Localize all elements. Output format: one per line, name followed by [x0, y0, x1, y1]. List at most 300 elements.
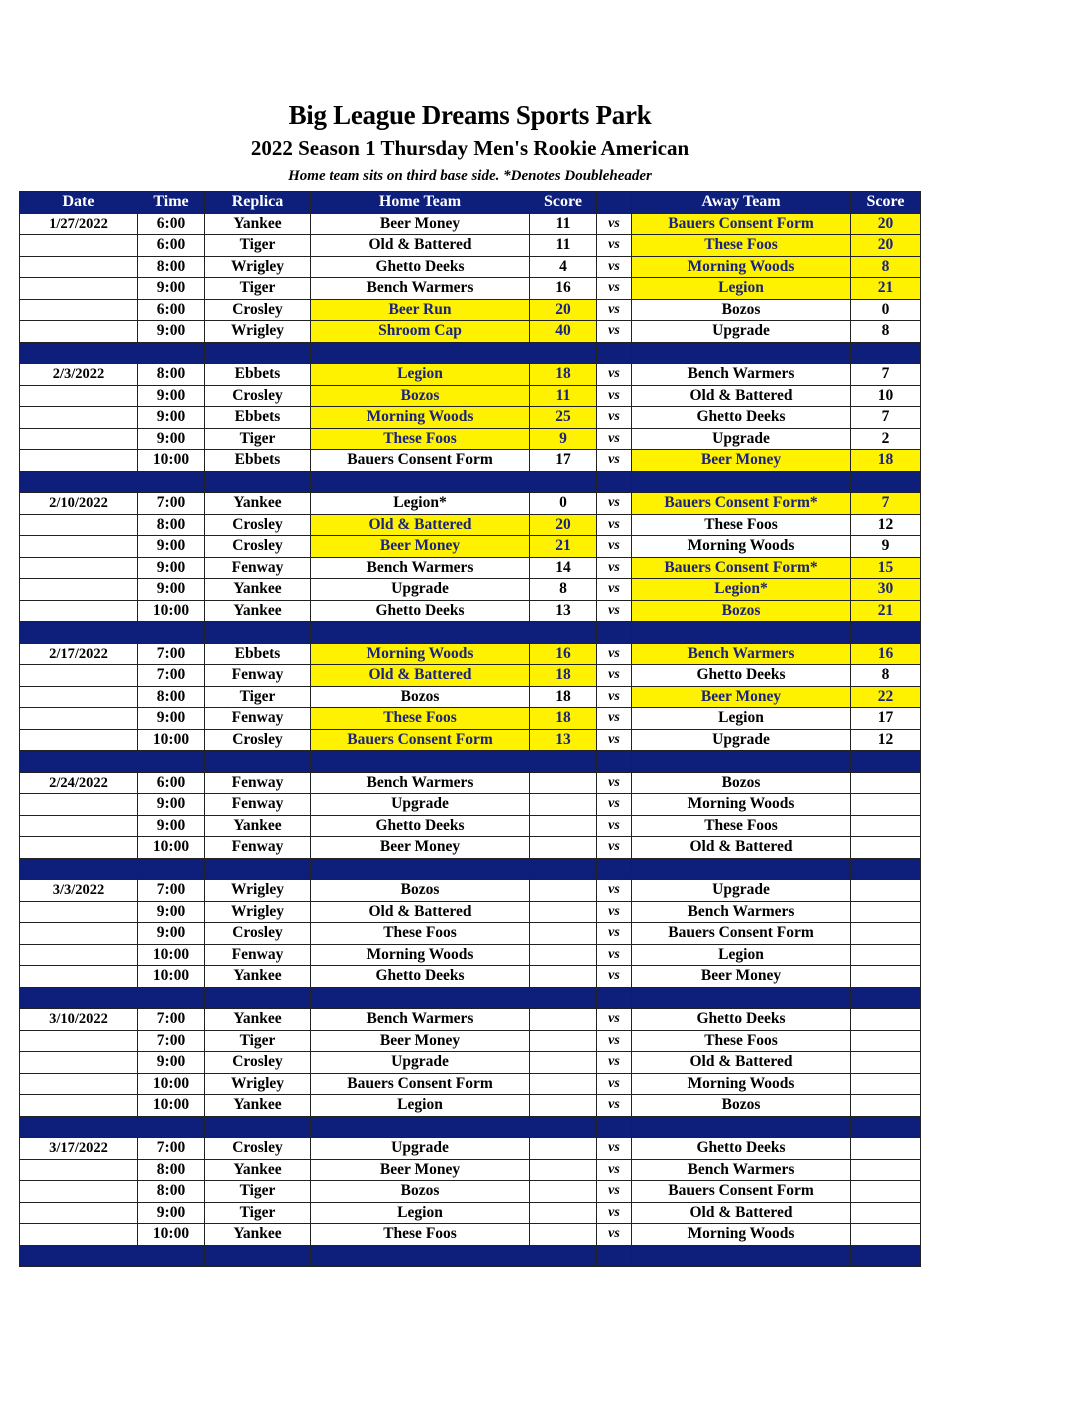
away-score: 15 — [851, 557, 921, 579]
home-score — [530, 1095, 597, 1117]
game-time: 9:00 — [138, 815, 205, 837]
away-score — [851, 772, 921, 794]
game-replica: Crosley — [205, 299, 311, 321]
game-replica: Wrigley — [205, 256, 311, 278]
game-replica: Crosley — [205, 536, 311, 558]
away-score: 12 — [851, 514, 921, 536]
separator-cell — [632, 1116, 851, 1138]
game-replica: Fenway — [205, 665, 311, 687]
home-team: Legion* — [311, 493, 530, 515]
away-team: These Foos — [632, 815, 851, 837]
home-team: Beer Run — [311, 299, 530, 321]
game-replica: Crosley — [205, 514, 311, 536]
game-row — [20, 665, 921, 687]
game-date — [20, 837, 138, 859]
home-score: 16 — [530, 643, 597, 665]
home-team: Old & Battered — [311, 235, 530, 257]
game-row — [20, 557, 921, 579]
game-date: 3/3/2022 — [20, 880, 138, 902]
game-replica: Wrigley — [205, 1073, 311, 1095]
home-score — [530, 837, 597, 859]
separator-cell — [851, 1116, 921, 1138]
game-date — [20, 1073, 138, 1095]
game-row — [20, 299, 921, 321]
home-team: Morning Woods — [311, 944, 530, 966]
separator-cell — [632, 342, 851, 364]
away-team: These Foos — [632, 235, 851, 257]
away-score — [851, 1030, 921, 1052]
separator-cell — [20, 471, 138, 493]
game-time: 9:00 — [138, 278, 205, 300]
separator-cell — [632, 858, 851, 880]
separator-cell — [851, 987, 921, 1009]
vs-label: vs — [597, 708, 632, 730]
game-date — [20, 1202, 138, 1224]
game-row — [20, 600, 921, 622]
away-team: Bozos — [632, 299, 851, 321]
game-date — [20, 450, 138, 472]
home-score — [530, 923, 597, 945]
home-team: Upgrade — [311, 579, 530, 601]
home-score: 18 — [530, 665, 597, 687]
game-row — [20, 966, 921, 988]
schedule-body — [20, 213, 921, 1267]
game-replica: Fenway — [205, 557, 311, 579]
vs-label: vs — [597, 299, 632, 321]
away-score: 20 — [851, 235, 921, 257]
game-time: 10:00 — [138, 450, 205, 472]
vs-label: vs — [597, 1052, 632, 1074]
away-team: Morning Woods — [632, 1073, 851, 1095]
home-team: Bauers Consent Form — [311, 450, 530, 472]
vs-label: vs — [597, 1224, 632, 1246]
vs-label: vs — [597, 278, 632, 300]
separator-cell — [632, 622, 851, 644]
game-row — [20, 428, 921, 450]
game-time: 7:00 — [138, 643, 205, 665]
home-score — [530, 1159, 597, 1181]
game-date — [20, 579, 138, 601]
home-team: Beer Money — [311, 1030, 530, 1052]
home-score — [530, 1181, 597, 1203]
away-team: Upgrade — [632, 428, 851, 450]
home-team: Ghetto Deeks — [311, 600, 530, 622]
week-separator-row — [20, 471, 921, 493]
col-header-away-score: Score — [851, 192, 921, 214]
vs-label: vs — [597, 880, 632, 902]
game-replica: Yankee — [205, 966, 311, 988]
home-team: Beer Money — [311, 837, 530, 859]
away-team: These Foos — [632, 1030, 851, 1052]
game-row — [20, 385, 921, 407]
separator-cell — [138, 342, 205, 364]
game-replica: Yankee — [205, 579, 311, 601]
separator-cell — [138, 987, 205, 1009]
game-replica: Fenway — [205, 708, 311, 730]
game-replica: Yankee — [205, 213, 311, 235]
game-time: 9:00 — [138, 923, 205, 945]
home-team: These Foos — [311, 428, 530, 450]
game-time: 8:00 — [138, 1181, 205, 1203]
home-team: Bozos — [311, 385, 530, 407]
separator-cell — [851, 751, 921, 773]
separator-cell — [205, 751, 311, 773]
game-row — [20, 536, 921, 558]
game-time: 8:00 — [138, 1159, 205, 1181]
game-row — [20, 1159, 921, 1181]
away-score — [851, 837, 921, 859]
separator-cell — [138, 751, 205, 773]
away-team: Morning Woods — [632, 536, 851, 558]
game-row — [20, 321, 921, 343]
home-score: 18 — [530, 364, 597, 386]
separator-cell — [138, 1116, 205, 1138]
game-replica: Ebbets — [205, 364, 311, 386]
vs-label: vs — [597, 428, 632, 450]
home-team: Morning Woods — [311, 643, 530, 665]
separator-cell — [597, 1116, 632, 1138]
away-score — [851, 901, 921, 923]
away-score: 8 — [851, 321, 921, 343]
away-team: Beer Money — [632, 450, 851, 472]
away-score — [851, 944, 921, 966]
vs-label: vs — [597, 235, 632, 257]
vs-label: vs — [597, 837, 632, 859]
game-row — [20, 1073, 921, 1095]
game-time: 7:00 — [138, 1138, 205, 1160]
vs-label: vs — [597, 321, 632, 343]
home-team: Old & Battered — [311, 665, 530, 687]
home-score — [530, 1138, 597, 1160]
separator-cell — [311, 342, 530, 364]
separator-cell — [311, 471, 530, 493]
away-score: 16 — [851, 643, 921, 665]
game-time: 9:00 — [138, 794, 205, 816]
game-row — [20, 708, 921, 730]
away-score — [851, 1052, 921, 1074]
home-score: 4 — [530, 256, 597, 278]
vs-label: vs — [597, 493, 632, 515]
away-team: Bauers Consent Form* — [632, 557, 851, 579]
separator-cell — [311, 1116, 530, 1138]
home-score — [530, 1052, 597, 1074]
away-team: Bauers Consent Form — [632, 1181, 851, 1203]
home-score — [530, 794, 597, 816]
home-team: Legion — [311, 1202, 530, 1224]
vs-label: vs — [597, 1181, 632, 1203]
home-team: Legion — [311, 364, 530, 386]
game-date — [20, 966, 138, 988]
separator-cell — [632, 987, 851, 1009]
separator-cell — [205, 858, 311, 880]
home-score — [530, 815, 597, 837]
home-team: These Foos — [311, 923, 530, 945]
separator-cell — [597, 342, 632, 364]
away-team: Old & Battered — [632, 385, 851, 407]
separator-cell — [311, 987, 530, 1009]
game-replica: Ebbets — [205, 643, 311, 665]
week-separator-row — [20, 1245, 921, 1267]
vs-label: vs — [597, 923, 632, 945]
game-row — [20, 815, 921, 837]
home-score: 14 — [530, 557, 597, 579]
separator-cell — [205, 471, 311, 493]
header-row — [20, 192, 921, 214]
col-header-home-team: Home Team — [311, 192, 530, 214]
col-header-away-team: Away Team — [632, 192, 851, 214]
separator-cell — [205, 342, 311, 364]
game-date — [20, 665, 138, 687]
away-team: Legion — [632, 278, 851, 300]
game-date — [20, 729, 138, 751]
game-row — [20, 686, 921, 708]
away-score: 0 — [851, 299, 921, 321]
vs-label: vs — [597, 944, 632, 966]
home-score: 40 — [530, 321, 597, 343]
game-replica: Tiger — [205, 1202, 311, 1224]
game-replica: Fenway — [205, 794, 311, 816]
separator-cell — [20, 1245, 138, 1267]
vs-label: vs — [597, 407, 632, 429]
separator-cell — [632, 1245, 851, 1267]
away-team: Morning Woods — [632, 794, 851, 816]
away-score — [851, 1181, 921, 1203]
away-score: 7 — [851, 493, 921, 515]
game-row — [20, 235, 921, 257]
away-score — [851, 1159, 921, 1181]
home-score: 13 — [530, 729, 597, 751]
home-team: Morning Woods — [311, 407, 530, 429]
vs-label: vs — [597, 256, 632, 278]
game-row — [20, 450, 921, 472]
separator-cell — [311, 751, 530, 773]
home-team: Beer Money — [311, 213, 530, 235]
home-score: 21 — [530, 536, 597, 558]
away-team: Old & Battered — [632, 837, 851, 859]
home-score: 20 — [530, 514, 597, 536]
game-replica: Tiger — [205, 235, 311, 257]
separator-cell — [851, 858, 921, 880]
game-time: 10:00 — [138, 600, 205, 622]
week-separator-row — [20, 1116, 921, 1138]
game-date — [20, 1224, 138, 1246]
game-time: 10:00 — [138, 1095, 205, 1117]
home-score: 18 — [530, 708, 597, 730]
home-score — [530, 880, 597, 902]
game-date — [20, 901, 138, 923]
game-row — [20, 1052, 921, 1074]
home-score: 17 — [530, 450, 597, 472]
vs-label: vs — [597, 364, 632, 386]
away-team: Bench Warmers — [632, 364, 851, 386]
game-time: 10:00 — [138, 729, 205, 751]
game-replica: Crosley — [205, 923, 311, 945]
game-replica: Tiger — [205, 1030, 311, 1052]
game-replica: Fenway — [205, 837, 311, 859]
separator-cell — [632, 471, 851, 493]
home-score — [530, 1073, 597, 1095]
home-team: Bench Warmers — [311, 557, 530, 579]
vs-label: vs — [597, 794, 632, 816]
game-date: 1/27/2022 — [20, 213, 138, 235]
away-team: Old & Battered — [632, 1052, 851, 1074]
game-date — [20, 923, 138, 945]
home-score — [530, 966, 597, 988]
vs-label: vs — [597, 686, 632, 708]
vs-label: vs — [597, 1138, 632, 1160]
game-time: 9:00 — [138, 321, 205, 343]
col-header-vs — [597, 192, 632, 214]
game-time: 10:00 — [138, 837, 205, 859]
separator-cell — [311, 622, 530, 644]
game-row — [20, 794, 921, 816]
game-time: 10:00 — [138, 944, 205, 966]
game-date — [20, 428, 138, 450]
game-time: 6:00 — [138, 213, 205, 235]
home-team: Ghetto Deeks — [311, 966, 530, 988]
week-separator-row — [20, 622, 921, 644]
game-row — [20, 1030, 921, 1052]
game-row — [20, 364, 921, 386]
game-row — [20, 256, 921, 278]
home-team: Old & Battered — [311, 514, 530, 536]
game-replica: Crosley — [205, 729, 311, 751]
separator-cell — [20, 342, 138, 364]
away-team: Bauers Consent Form — [632, 923, 851, 945]
game-row — [20, 1181, 921, 1203]
game-time: 7:00 — [138, 1009, 205, 1031]
game-time: 8:00 — [138, 364, 205, 386]
home-score — [530, 1009, 597, 1031]
home-team: Bench Warmers — [311, 772, 530, 794]
separator-cell — [530, 987, 597, 1009]
away-score: 21 — [851, 278, 921, 300]
game-replica: Yankee — [205, 1159, 311, 1181]
home-score: 13 — [530, 600, 597, 622]
home-score — [530, 1030, 597, 1052]
vs-label: vs — [597, 1030, 632, 1052]
col-header-date: Date — [20, 192, 138, 214]
game-date — [20, 557, 138, 579]
game-replica: Wrigley — [205, 880, 311, 902]
game-date — [20, 385, 138, 407]
separator-cell — [138, 858, 205, 880]
home-score — [530, 1224, 597, 1246]
game-time: 8:00 — [138, 686, 205, 708]
away-score — [851, 1073, 921, 1095]
separator-cell — [530, 1116, 597, 1138]
away-team: Old & Battered — [632, 1202, 851, 1224]
separator-cell — [20, 622, 138, 644]
game-date — [20, 686, 138, 708]
home-team: Beer Money — [311, 536, 530, 558]
home-score — [530, 772, 597, 794]
home-score: 20 — [530, 299, 597, 321]
away-team: These Foos — [632, 514, 851, 536]
away-score — [851, 1202, 921, 1224]
separator-cell — [851, 471, 921, 493]
game-replica: Fenway — [205, 944, 311, 966]
game-row — [20, 278, 921, 300]
game-date — [20, 1030, 138, 1052]
away-team: Beer Money — [632, 686, 851, 708]
away-score — [851, 880, 921, 902]
separator-cell — [597, 987, 632, 1009]
away-team: Legion — [632, 944, 851, 966]
separator-cell — [20, 751, 138, 773]
separator-cell — [597, 622, 632, 644]
vs-label: vs — [597, 385, 632, 407]
away-team: Ghetto Deeks — [632, 1138, 851, 1160]
vs-label: vs — [597, 1073, 632, 1095]
home-score: 11 — [530, 235, 597, 257]
game-row — [20, 643, 921, 665]
separator-cell — [530, 751, 597, 773]
home-team: Ghetto Deeks — [311, 256, 530, 278]
home-team: Bozos — [311, 880, 530, 902]
game-row — [20, 837, 921, 859]
game-row — [20, 1095, 921, 1117]
away-score — [851, 1224, 921, 1246]
away-score: 22 — [851, 686, 921, 708]
away-team: Legion — [632, 708, 851, 730]
separator-cell — [597, 1245, 632, 1267]
away-team: Bozos — [632, 1095, 851, 1117]
game-row — [20, 1224, 921, 1246]
week-separator-row — [20, 342, 921, 364]
game-date — [20, 794, 138, 816]
game-time: 9:00 — [138, 407, 205, 429]
col-header-time: Time — [138, 192, 205, 214]
game-replica: Crosley — [205, 1138, 311, 1160]
game-replica: Wrigley — [205, 901, 311, 923]
separator-cell — [597, 471, 632, 493]
vs-label: vs — [597, 1095, 632, 1117]
away-score — [851, 794, 921, 816]
home-score: 16 — [530, 278, 597, 300]
home-team: Beer Money — [311, 1159, 530, 1181]
schedule-note: Home team sits on third base side. *Denotes Doubleheader — [288, 168, 652, 184]
col-header-home-score: Score — [530, 192, 597, 214]
separator-cell — [851, 1245, 921, 1267]
separator-cell — [597, 751, 632, 773]
separator-cell — [311, 858, 530, 880]
game-replica: Tiger — [205, 278, 311, 300]
away-score: 10 — [851, 385, 921, 407]
home-team: Bench Warmers — [311, 1009, 530, 1031]
away-team: Upgrade — [632, 321, 851, 343]
away-score: 12 — [851, 729, 921, 751]
away-team: Upgrade — [632, 729, 851, 751]
away-score — [851, 923, 921, 945]
home-score: 25 — [530, 407, 597, 429]
game-row — [20, 1138, 921, 1160]
home-team: Bench Warmers — [311, 278, 530, 300]
game-replica: Yankee — [205, 815, 311, 837]
away-team: Bench Warmers — [632, 901, 851, 923]
home-score: 9 — [530, 428, 597, 450]
away-team: Ghetto Deeks — [632, 665, 851, 687]
away-score: 17 — [851, 708, 921, 730]
separator-cell — [138, 622, 205, 644]
game-time: 10:00 — [138, 966, 205, 988]
vs-label: vs — [597, 1009, 632, 1031]
week-separator-row — [20, 858, 921, 880]
separator-cell — [205, 1245, 311, 1267]
home-team: Upgrade — [311, 1052, 530, 1074]
game-replica: Yankee — [205, 600, 311, 622]
game-time: 6:00 — [138, 235, 205, 257]
